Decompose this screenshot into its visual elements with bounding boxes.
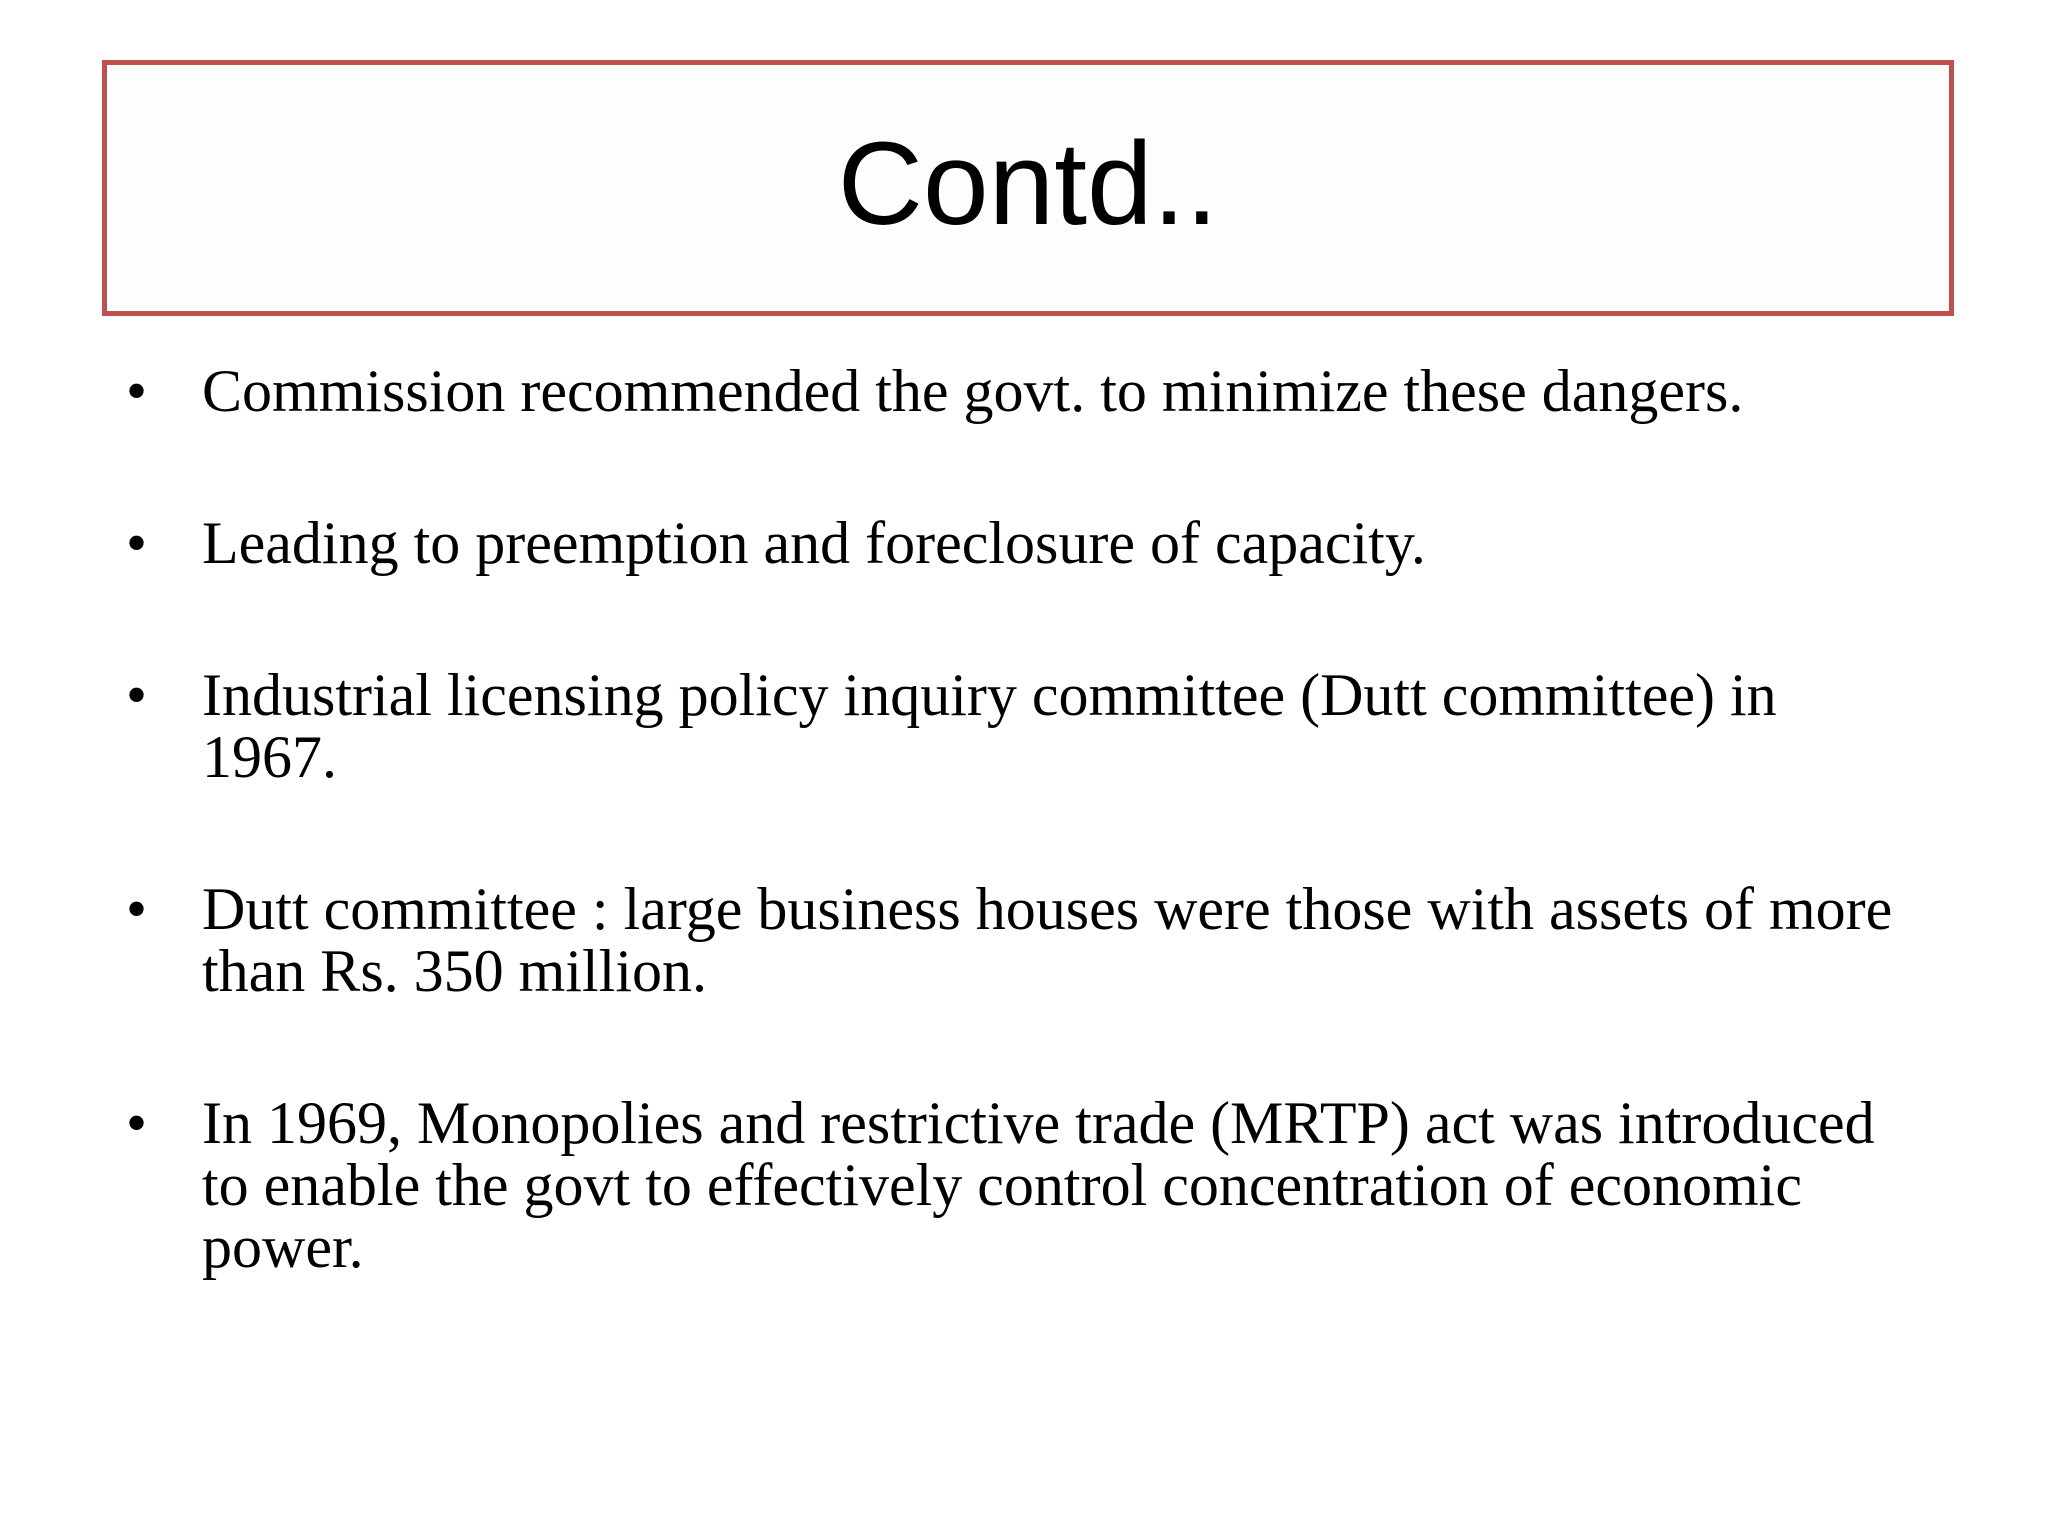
bullet-icon: • xyxy=(126,662,148,728)
bullet-icon: • xyxy=(126,1090,148,1156)
bullet-text: Leading to preemption and foreclosure of capacity. xyxy=(202,510,1426,576)
bullet-item xyxy=(120,360,1920,422)
bullet-text: Industrial licensing policy inquiry committee (Dutt committee) in 1967. xyxy=(202,662,1777,790)
bullet-item xyxy=(120,664,1920,788)
bullet-text: Dutt committee : large business houses were those with assets of more than Rs. 350 million. xyxy=(202,876,1893,1004)
bullet-icon: • xyxy=(126,876,148,942)
bullet-icon: • xyxy=(126,358,148,424)
bullet-item xyxy=(120,878,1920,1002)
bullet-list xyxy=(120,360,1920,1278)
bullet-text: In 1969, Monopolies and restrictive trade (MRTP) act was introduced to enable the govt to effectively control concentration of economic power. xyxy=(202,1090,1875,1280)
bullet-item xyxy=(120,512,1920,574)
title-box xyxy=(102,60,1954,316)
bullet-icon: • xyxy=(126,510,148,576)
bullet-text: Commission recommended the govt. to minimize these dangers. xyxy=(202,358,1744,424)
slide-title: Contd.. xyxy=(837,118,1219,250)
bullet-item xyxy=(120,1092,1920,1278)
